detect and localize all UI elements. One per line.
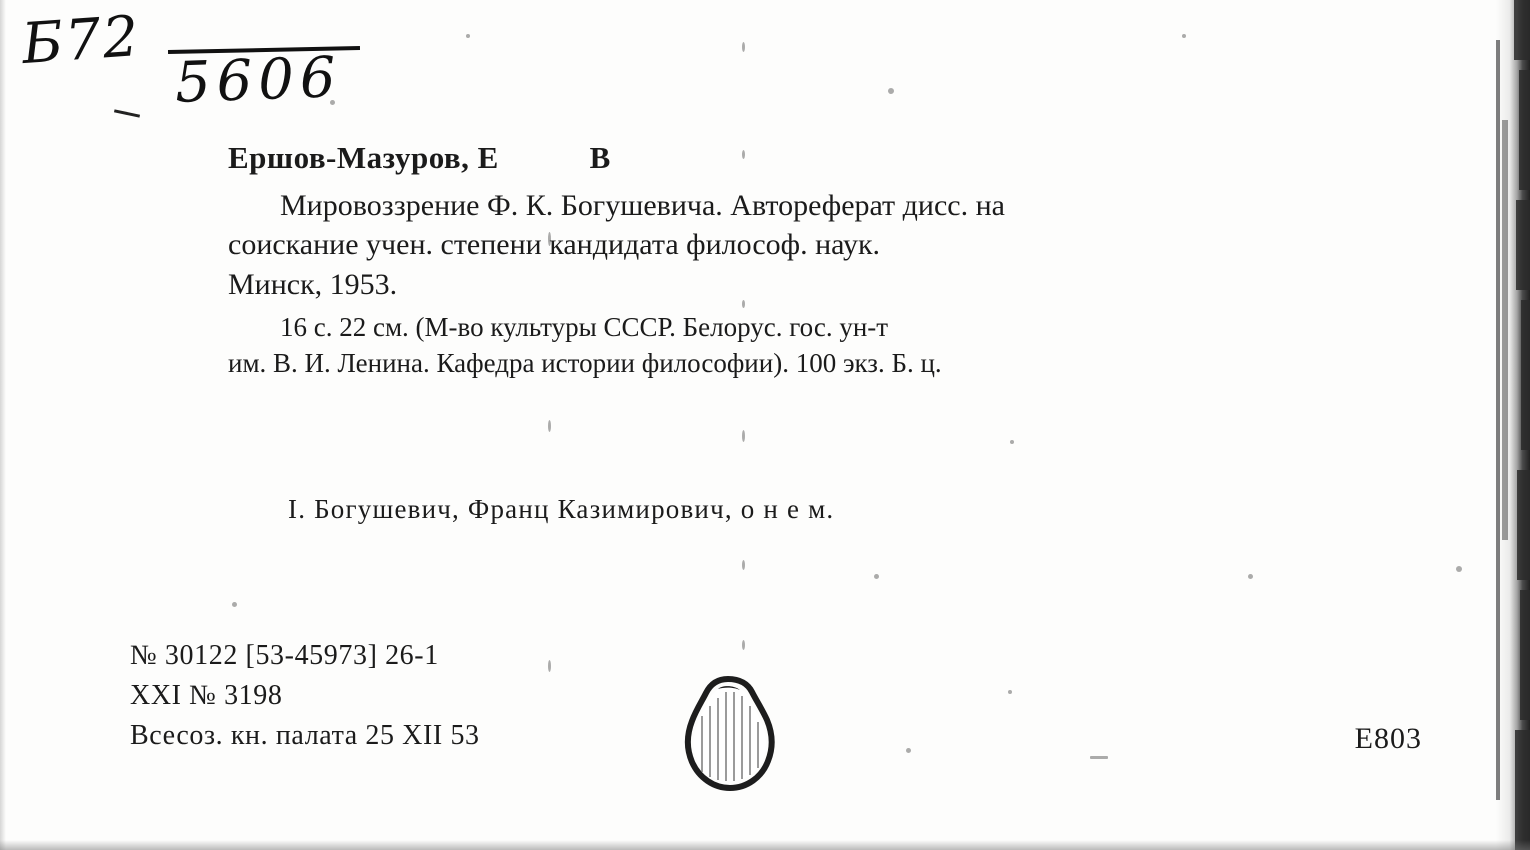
paper-speck	[1182, 34, 1186, 38]
collation-statement	[228, 310, 1418, 381]
paper-speck	[742, 430, 745, 442]
paper-speck	[888, 88, 894, 94]
handwritten-call-number-top: Б72	[19, 3, 143, 78]
bibliographic-entry	[228, 140, 1418, 381]
collation-line: им. В. И. Ленина. Кафедра истории философии). 100 экз. Б. ц.	[228, 347, 942, 378]
footer-line-class: XXI № 3198	[130, 679, 283, 711]
collation-line: 16 с. 22 см. (М-во культуры СССР. Белорус. гос. ун-т	[280, 311, 889, 342]
edge-streak	[1515, 730, 1530, 850]
paper-speck	[548, 420, 551, 432]
edge-streak	[1520, 590, 1530, 720]
edge-streak	[1521, 300, 1530, 450]
paper-speck	[742, 640, 745, 650]
title-line: Минск, 1953.	[228, 267, 398, 301]
paper-speck	[1248, 574, 1253, 579]
author-heading: Ершов-Мазуров, Е В	[228, 140, 611, 175]
shelf-code: Е803	[1354, 722, 1422, 755]
paper-speck	[1090, 756, 1108, 759]
footer-control-numbers	[130, 636, 480, 755]
edge-streak	[1502, 120, 1508, 540]
footer-line-agency: Всесоз. кн. палата 25 XII 53	[130, 719, 480, 751]
edge-streak	[1496, 40, 1500, 800]
footer-line-accession: № 30122 [53-45973] 26-1	[130, 640, 439, 671]
paper-speck	[874, 574, 879, 579]
edge-streak	[1519, 70, 1530, 190]
edge-streak	[1516, 200, 1530, 290]
paper-speck	[1008, 690, 1012, 694]
ink-blot-stamp	[684, 676, 776, 792]
paper-speck	[1010, 440, 1014, 444]
paper-speck	[1456, 566, 1462, 572]
paper-speck	[466, 34, 470, 38]
paper-speck	[742, 42, 745, 52]
paper-speck	[906, 748, 911, 753]
bottom-edge-shadow	[0, 840, 1530, 850]
paper-speck	[742, 560, 745, 570]
tracing-added-entry: I. Богушевич, Франц Казимирович, о н е м.	[288, 494, 835, 524]
edge-streak	[1514, 0, 1530, 60]
edge-streak	[1517, 470, 1530, 580]
paper-speck	[548, 660, 551, 672]
handwritten-call-number-bottom: 5606	[173, 45, 343, 116]
title-line: Мировоззрение Ф. К. Богушевича. Автореферат дисс. на	[280, 189, 1005, 222]
paper-speck	[232, 602, 237, 607]
handwritten-tick-mark	[114, 109, 140, 117]
title-statement	[228, 186, 1418, 304]
title-line: соискание учен. степени кандидата философ. наук.	[228, 228, 881, 262]
left-edge-shadow	[0, 0, 6, 850]
